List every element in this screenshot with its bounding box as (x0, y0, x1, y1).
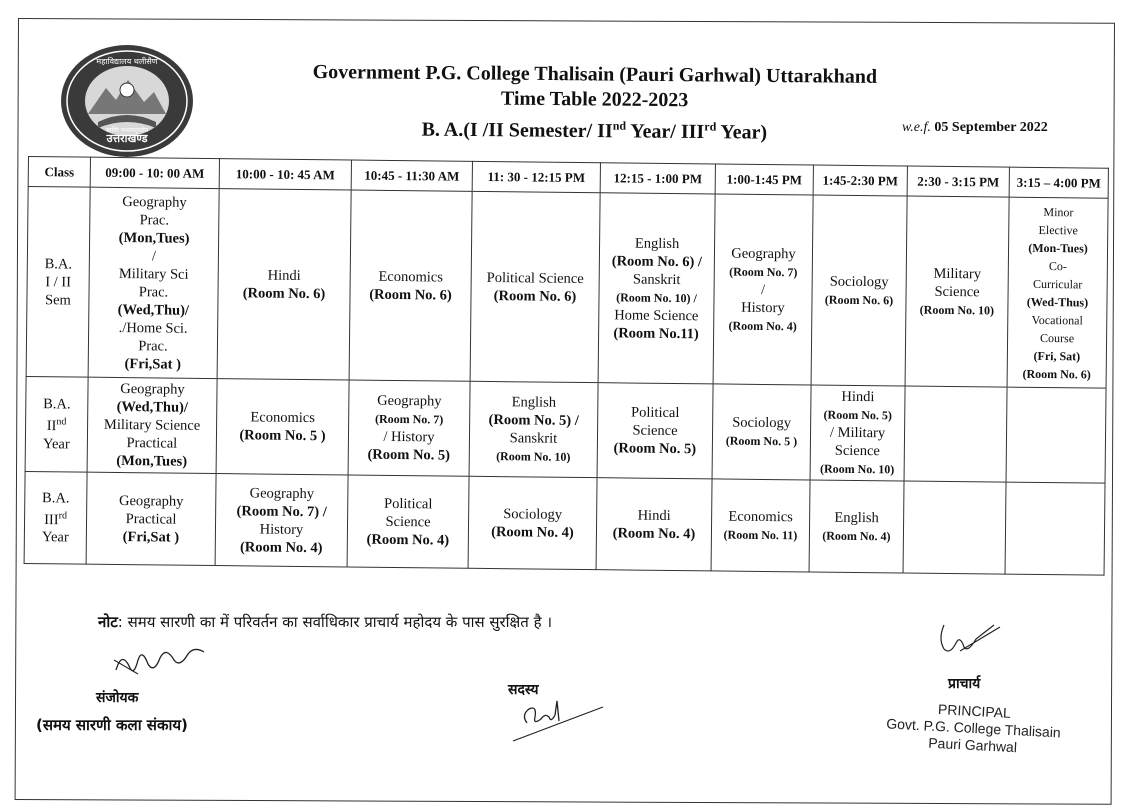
committee-label: (समय सारणी कला संकाय) (36, 716, 188, 734)
schedule-cell: English (Room No. 6) / Sanskrit (Room No. 10) / Home Science (Room No.11) (598, 193, 715, 384)
class-cell: B.A. IInd Year (25, 376, 88, 472)
schedule-cell: Sociology (Room No. 5 ) (712, 384, 811, 480)
note: नोट: समय सारणी का में परिवर्तन का सर्वाधिकार प्राचार्य महोदय के पास सुरक्षित है । (98, 613, 553, 631)
schedule-cell: Hindi (Room No. 4) (596, 478, 712, 571)
schedule-cell: Sociology (Room No. 6) (811, 195, 907, 386)
schedule-cell: Geography Practical (Fri,Sat ) (86, 472, 216, 565)
time-slot-header: 2:30 - 3:15 PM (907, 166, 1009, 197)
principal-hindi-label: प्राचार्य (948, 676, 981, 692)
schedule-cell: Geography (Wed,Thu)/ Military Science Practical (Mon,Tues) (87, 377, 217, 473)
schedule-cell: Hindi (Room No. 5) / Military Science (Room No. 10) (810, 385, 905, 481)
principal-stamp (877, 698, 1069, 759)
table-row (24, 471, 1105, 575)
empty-cell (904, 386, 1007, 482)
convener-label: संजोयक (96, 690, 139, 706)
effective-date: w.e.f. 05 September 2022 (902, 120, 1048, 135)
principal-signature (930, 615, 1010, 665)
svg-text:उत्तराखण्ड: उत्तराखण्ड (106, 132, 148, 145)
schedule-cell: Geography (Room No. 7) / History (Room No. 5) (348, 380, 470, 476)
time-slot-header: 11: 30 - 12:15 PM (472, 161, 600, 192)
college-title: Government P.G. College Thalisain (Pauri Garhwal) Uttarakhand (312, 60, 878, 88)
schedule-cell: Geography (Room No. 7) / History (Room No. 4) (713, 194, 813, 385)
schedule-cell: Geography Prac. (Mon,Tues) / Military Sci Prac. (Wed,Thu)/ ./Home Sci. Prac. (Fri,Sat ) (88, 187, 219, 378)
schedule-cell: Sociology (Room No. 4) (468, 476, 597, 569)
document-header (199, 58, 990, 149)
class-cell: B.A. I / II Sem (26, 187, 90, 378)
table-row (25, 376, 1106, 483)
class-column-header: Class (28, 157, 90, 188)
convener-signature (108, 630, 218, 680)
schedule-cell: Economics (Room No. 5 ) (216, 379, 349, 475)
svg-text:स्वस्ति पन्थामनुचरेम: स्वस्ति पन्थामनुचरेम (105, 127, 149, 134)
time-slot-header: 12:15 - 1:00 PM (600, 163, 715, 194)
time-slot-header: 09:00 - 10: 00 AM (90, 157, 219, 188)
class-cell: B.A. IIIrd Year (24, 471, 87, 564)
member-signature (505, 685, 615, 745)
schedule-cell: Political Science (Room No. 6) (470, 191, 600, 382)
empty-cell (1006, 387, 1106, 483)
schedule-cell: English (Room No. 5) / Sanskrit (Room No. 10) (469, 381, 598, 477)
schedule-cell: Economics (Room No. 11) (711, 479, 810, 572)
course-title: B. A.(I /II Semester/ IInd Year/ IIIrd Year) (421, 118, 768, 144)
table-row (26, 187, 1108, 389)
schedule-cell: Political Science (Room No. 4) (347, 475, 469, 568)
schedule-cell: Political Science (Room No. 5) (597, 383, 713, 479)
time-slot-header: 10:45 - 11:30 AM (351, 160, 472, 191)
stamp-line-1: PRINCIPAL (937, 701, 1012, 721)
empty-cell (903, 481, 1006, 574)
schedule-cell: Hindi (Room No. 6) (217, 189, 351, 380)
stamp-line-3: Pauri Garhwal (927, 734, 1018, 756)
stamp-line-2: Govt. P.G. College Thalisain (885, 715, 1062, 741)
time-slot-header: 1:00-1:45 PM (715, 164, 813, 195)
time-slot-header: 10:00 - 10: 45 AM (219, 159, 351, 190)
timetable (24, 156, 1108, 576)
college-seal-icon (58, 42, 196, 160)
member-label: सदस्य (508, 682, 539, 698)
schedule-cell: Economics (Room No. 6) (349, 190, 472, 381)
timetable-subtitle: Time Table 2022-2023 (500, 87, 689, 112)
schedule-cell: Military Science (Room No. 10) (905, 196, 1009, 387)
empty-cell (1005, 482, 1105, 575)
time-slot-header: 3:15 – 4:00 PM (1009, 167, 1108, 198)
time-slot-header: 1:45-2:30 PM (813, 165, 907, 196)
svg-text:महाविद्यालय थलीसैण: महाविद्यालय थलीसैण (96, 57, 158, 66)
schedule-cell: Geography (Room No. 7) / History (Room No. 4) (215, 474, 348, 567)
schedule-cell: English (Room No. 4) (809, 480, 904, 573)
schedule-cell: Minor Elective (Mon-Tues) Co- Curricular (Wed-Thus) Vocational Course (Fri, Sat) (Room No. 6) (1007, 197, 1108, 388)
